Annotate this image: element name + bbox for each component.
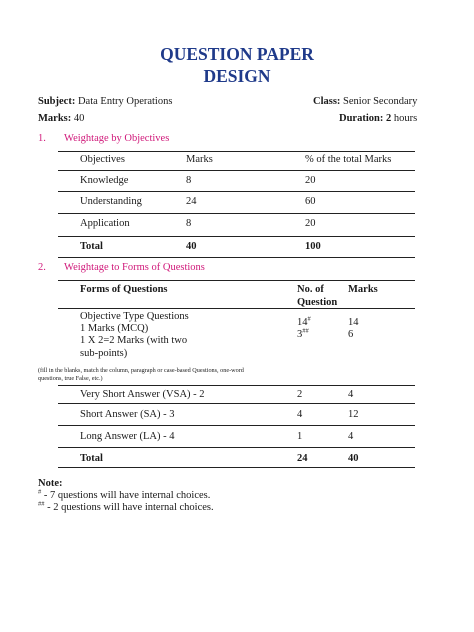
- section1-number: 1.: [38, 133, 46, 144]
- t1-total-label: Total: [80, 241, 103, 252]
- table2-row1-rule: [58, 403, 415, 404]
- t2-objective-footnote: (fill in the blanks, match the column, paragraph or case-based Questions, one-word questions, true False, etc.): [38, 367, 244, 382]
- table1-row3-rule: [58, 236, 415, 237]
- marks-value: 40: [73, 113, 85, 124]
- duration-value: 2: [385, 113, 392, 124]
- table1-bottom-rule: [58, 257, 415, 258]
- duration-line: [339, 113, 417, 124]
- t1-row1-marks: 8: [186, 175, 192, 186]
- table2-row3-rule: [58, 447, 415, 448]
- t2-row3-marks: 4: [348, 431, 354, 442]
- table2-top-rule: [58, 280, 415, 281]
- t1-header-marks: Marks: [186, 154, 213, 165]
- table1-row1-rule: [58, 191, 415, 192]
- subject-label: Subject:: [38, 96, 76, 107]
- page-title-line2: DESIGN: [203, 66, 271, 86]
- t2-row1-count: 2: [297, 389, 303, 400]
- section2-heading: [38, 262, 205, 273]
- class-value: Senior Secondary: [343, 96, 418, 107]
- t2-total-marks: 40: [348, 453, 359, 464]
- t1-row3-marks: 8: [186, 218, 192, 229]
- table2-objective-rule: [58, 385, 415, 386]
- t2-objective-two-sub: 1 X 2=2 Marks (with two sub-points): [80, 335, 188, 359]
- section2-number: 2.: [38, 262, 46, 273]
- section1-title: Weightage by Objectives: [64, 133, 170, 144]
- t1-total-percent: 100: [305, 241, 321, 252]
- note-line1: [38, 490, 210, 502]
- t1-row3-percent: 20: [305, 218, 316, 229]
- subject-line: [38, 96, 172, 107]
- note-label: Note:: [38, 478, 63, 489]
- class-label: Class:: [313, 96, 341, 107]
- t1-row2-marks: 24: [186, 196, 197, 207]
- table2-row2-rule: [58, 425, 415, 426]
- duration-unit: hours: [393, 113, 418, 124]
- t2-objective-label: Objective Type Questions: [80, 311, 189, 322]
- t1-row3-objective: Application: [80, 218, 130, 229]
- t2-two-sub-count-value: 3: [297, 329, 303, 340]
- section1-heading: [38, 133, 169, 144]
- t2-header-marks: Marks: [348, 284, 378, 295]
- note-line2-mark: ##: [38, 500, 45, 508]
- t1-total-marks: 40: [186, 241, 197, 252]
- t2-row2-form: Short Answer (SA) - 3: [80, 409, 175, 420]
- table2-header-rule: [58, 308, 415, 309]
- section2-title: Weightage to Forms of Questions: [64, 262, 205, 273]
- t1-row1-percent: 20: [305, 175, 316, 186]
- t2-objective-mcq: 1 Marks (MCQ): [80, 323, 149, 334]
- note-line2-text: - 2 questions will have internal choices.: [44, 502, 214, 513]
- class-line: [313, 96, 417, 107]
- t2-objective-two-sub-marks: 6: [348, 329, 354, 340]
- t2-row1-marks: 4: [348, 389, 354, 400]
- t1-header-objectives: Objectives: [80, 154, 125, 165]
- duration-label: Duration:: [339, 113, 384, 124]
- t2-row3-form: Long Answer (LA) - 4: [80, 431, 175, 442]
- page-title-line1: QUESTION PAPER: [160, 44, 314, 64]
- t2-objective-two-sub-count: [297, 328, 309, 341]
- subject-value: Data Entry Operations: [77, 96, 173, 107]
- note-line2: [38, 502, 214, 514]
- t2-header-count: No. of Question: [297, 284, 338, 308]
- t1-row2-objective: Understanding: [80, 196, 142, 207]
- table1-top-rule: [58, 151, 415, 152]
- t2-header-forms: Forms of Questions: [80, 284, 168, 295]
- t2-row3-count: 1: [297, 431, 303, 442]
- t2-row2-count: 4: [297, 409, 303, 420]
- t1-header-percent: % of the total Marks: [305, 154, 392, 165]
- t2-objective-mcq-marks: 14: [348, 317, 359, 328]
- marks-label: Marks:: [38, 113, 72, 124]
- t2-two-sub-count-mark: ##: [302, 327, 309, 335]
- t2-total-count: 24: [297, 453, 308, 464]
- t2-total-label: Total: [80, 453, 103, 464]
- table2-bottom-rule: [58, 467, 415, 468]
- t2-row1-form: Very Short Answer (VSA) - 2: [80, 389, 205, 400]
- t2-mcq-count-value: 14: [297, 317, 308, 328]
- note-line1-mark: #: [38, 488, 42, 496]
- table1-row2-rule: [58, 213, 415, 214]
- marks-line: [38, 113, 84, 124]
- t1-row2-percent: 60: [305, 196, 316, 207]
- note-line1-text: - 7 questions will have internal choices.: [41, 490, 211, 501]
- table1-header-rule: [58, 170, 415, 171]
- t1-row1-objective: Knowledge: [80, 175, 129, 186]
- t2-mcq-count-mark: #: [307, 315, 311, 323]
- t2-row2-marks: 12: [348, 409, 359, 420]
